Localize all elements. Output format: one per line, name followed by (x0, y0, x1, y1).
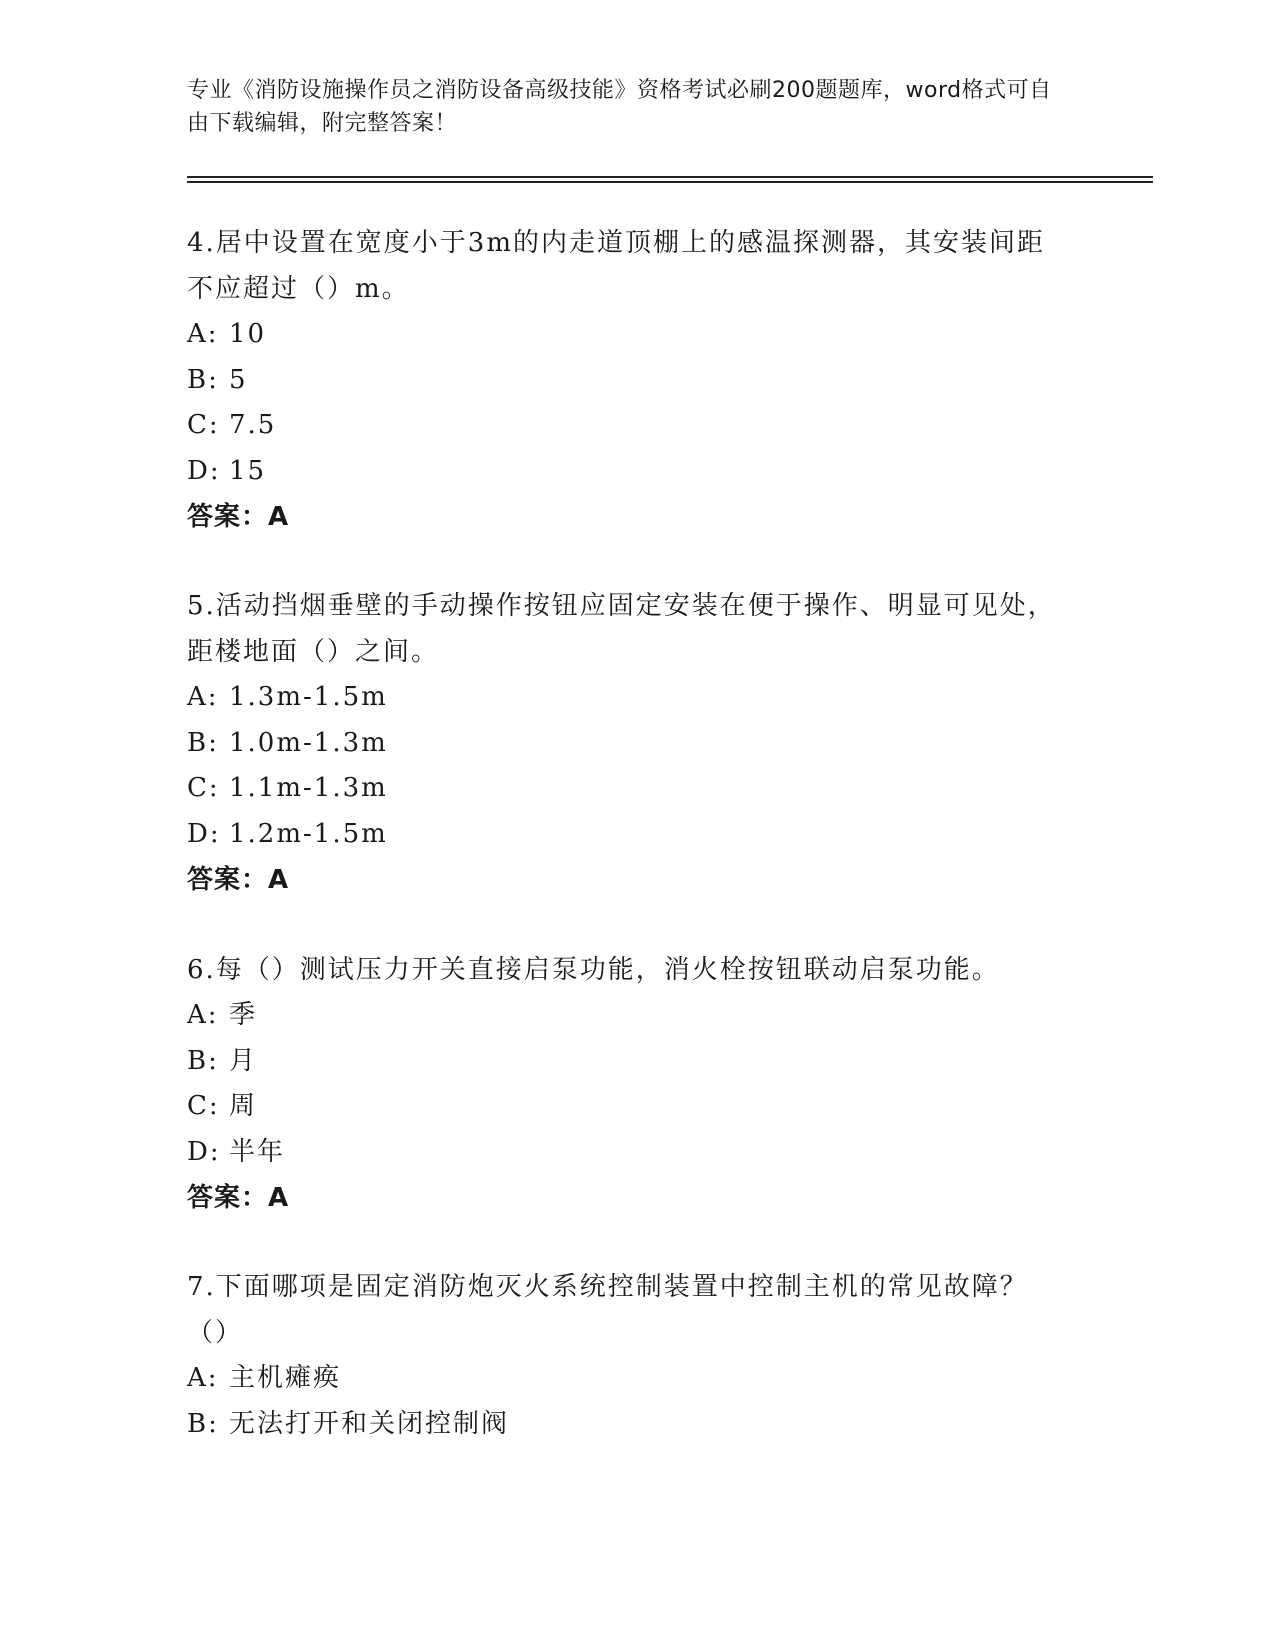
option-value: 无法打开和关闭控制阀 (229, 1408, 510, 1439)
option-key: A: (187, 682, 219, 712)
option-key: C: (187, 773, 220, 803)
option-c (187, 1084, 1067, 1130)
option-b (187, 1039, 1067, 1085)
option-key: B: (187, 1045, 219, 1076)
option-key: A: (187, 319, 219, 349)
option-b (187, 358, 1067, 404)
option-key: D: (187, 455, 221, 486)
document-intro: 专业《消防设施操作员之消防设备高级技能》资格考试必刷200题题库，word格式可自由下载编辑，附完整答案！ (187, 78, 1052, 136)
option-value: 15 (229, 455, 267, 486)
header-divider-bottom (187, 181, 1153, 183)
option-a (187, 993, 1067, 1039)
option-value: 周 (229, 1091, 258, 1121)
option-value: 5 (229, 364, 248, 395)
option-value: 7.5 (229, 410, 277, 440)
option-b (187, 721, 1067, 767)
option-key: C: (187, 1091, 220, 1121)
header-divider-top (187, 176, 1153, 178)
question-text: 4.居中设置在宽度小于3m的内走道顶棚上的感温探测器，其安装间距不应超过（）m。 (187, 228, 1046, 304)
option-c (187, 403, 1067, 449)
option-a (187, 1356, 1067, 1402)
option-value: 10 (229, 319, 267, 349)
option-value: 月 (229, 1045, 258, 1076)
option-a (187, 312, 1067, 358)
option-key: B: (187, 1408, 219, 1439)
option-d (187, 1130, 1067, 1176)
question-text: 5.活动挡烟垂壁的手动操作按钮应固定安装在便于操作、明显可见处，距楼地面（）之间。 (187, 591, 1056, 667)
answer-label: 答案：A (187, 502, 290, 532)
option-key: C: (187, 410, 220, 440)
question-text: 7.下面哪项是固定消防炮灭火系统控制装置中控制主机的常见故障？（） (187, 1272, 1028, 1348)
question-5 (187, 583, 1067, 903)
option-value: 季 (229, 1000, 258, 1030)
option-a (187, 675, 1067, 721)
option-value: 1.1m-1.3m (229, 773, 388, 803)
answer-label: 答案：A (187, 865, 290, 895)
option-value: 1.0m-1.3m (229, 727, 388, 758)
option-key: A: (187, 1000, 219, 1030)
option-value: 1.2m-1.5m (229, 818, 388, 849)
option-value: 半年 (229, 1136, 286, 1167)
option-d (187, 449, 1067, 495)
option-b (187, 1402, 1067, 1448)
option-d (187, 812, 1067, 858)
question-4 (187, 220, 1067, 540)
option-key: D: (187, 818, 221, 849)
option-key: D: (187, 1136, 221, 1167)
question-6 (187, 947, 1067, 1221)
question-7 (187, 1264, 1067, 1447)
option-key: A: (187, 1363, 219, 1393)
option-c (187, 766, 1067, 812)
option-value: 1.3m-1.5m (229, 682, 388, 712)
option-value: 主机瘫痪 (229, 1363, 342, 1393)
answer-label: 答案：A (187, 1183, 290, 1213)
question-text: 6.每（）测试压力开关直接启泵功能，消火栓按钮联动启泵功能。 (187, 955, 1000, 985)
option-key: B: (187, 727, 219, 758)
option-key: B: (187, 364, 219, 395)
